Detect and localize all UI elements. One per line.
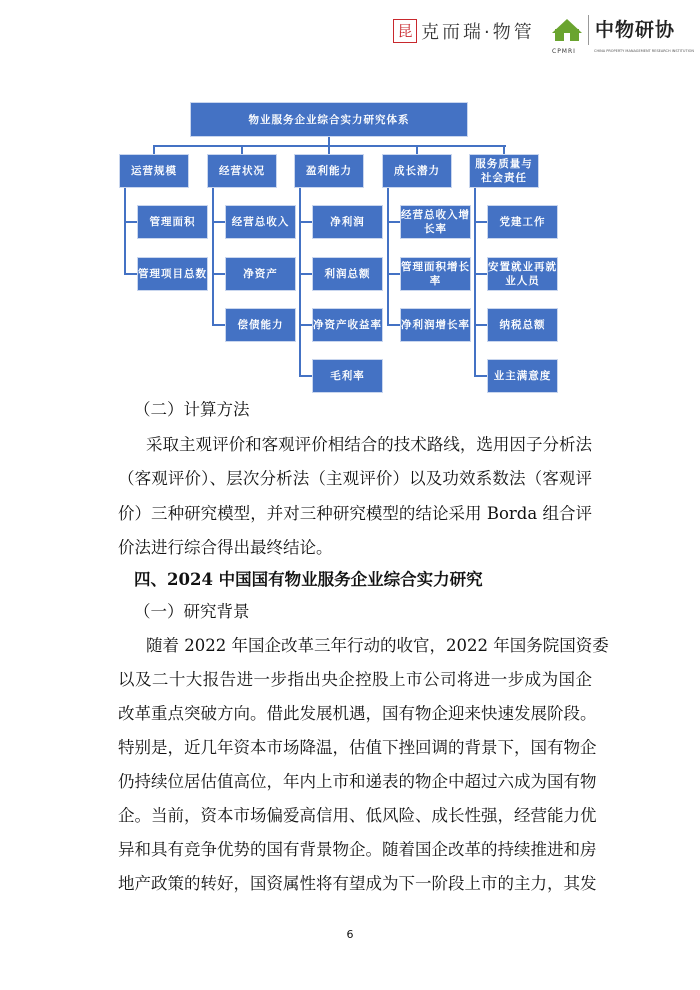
seal-icon: 昆 xyxy=(393,19,417,43)
diagram-item: 纳税总额 xyxy=(487,308,558,342)
connector xyxy=(124,221,137,223)
paragraph-line: 以及二十大报告进一步指出央企控股上市公司将进一步成为国企 xyxy=(118,670,592,689)
diagram-category: 成长潜力 xyxy=(382,154,452,188)
connector xyxy=(212,188,214,325)
diagram-item: 管理面积 xyxy=(137,205,208,239)
subsection-heading: （一）研究背景 xyxy=(134,602,250,621)
paragraph-line: 企。当前，资本市场偏爱高信用、低风险、成长性强，经营能力优 xyxy=(118,806,597,825)
connector xyxy=(212,324,225,326)
paragraph-line: 异和具有竞争优势的国有背景物企。随着国企改革的持续推进和房 xyxy=(118,840,597,859)
diagram-item: 党建工作 xyxy=(487,205,558,239)
connector xyxy=(387,273,400,275)
paragraph-line: 采取主观评价和客观评价相结合的技术路线，选用因子分析法 xyxy=(146,435,592,454)
paragraph-line: 随着 2022 年国企改革三年行动的收官，2022 年国务院国资委 xyxy=(146,636,609,655)
diagram-item: 经营总收入增长率 xyxy=(400,205,471,239)
connector xyxy=(299,273,312,275)
cpmri-english-name: CHINA PROPERTY MANAGEMENT RESEARCH INSTITUTION xyxy=(594,49,695,53)
subsection-heading: （二）计算方法 xyxy=(134,400,250,419)
connector xyxy=(387,324,400,326)
connector xyxy=(328,145,330,154)
connector xyxy=(387,188,389,325)
connector xyxy=(474,324,487,326)
cpmri-name: 中物研协 xyxy=(595,19,676,41)
diagram-item: 净利润 xyxy=(312,205,383,239)
diagram-item: 经营总收入 xyxy=(225,205,296,239)
paragraph-line: 特别是，近几年资本市场降温，估值下挫回调的背景下，国有物企 xyxy=(118,738,597,757)
connector xyxy=(124,273,137,275)
connector xyxy=(503,145,505,154)
diagram-category: 经营状况 xyxy=(207,154,277,188)
paragraph-line: 价）三种研究模型，并对三种研究模型的结论采用 Borda 组合评 xyxy=(118,504,592,523)
kerui-logo-text: 克而瑞·物管 xyxy=(421,22,535,43)
cpmri-logo xyxy=(552,15,675,45)
connector xyxy=(153,145,155,154)
connector xyxy=(474,221,487,223)
diagram-category: 服务质量与社会责任 xyxy=(469,154,539,188)
cpmri-abbr: CPMRI xyxy=(552,48,576,55)
connector xyxy=(299,324,312,326)
diagram-item: 净利润增长率 xyxy=(400,308,471,342)
diagram-item: 偿债能力 xyxy=(225,308,296,342)
diagram-category: 盈利能力 xyxy=(294,154,364,188)
connector xyxy=(387,221,400,223)
section-heading: 四、2024 中国国有物业服务企业综合实力研究 xyxy=(134,570,483,589)
logo-divider xyxy=(588,15,589,45)
diagram-item: 毛利率 xyxy=(312,359,383,393)
connector xyxy=(241,145,243,154)
connector xyxy=(299,221,312,223)
diagram-item: 管理面积增长率 xyxy=(400,257,471,291)
diagram-item: 利润总额 xyxy=(312,257,383,291)
connector xyxy=(474,375,487,377)
connector xyxy=(212,221,225,223)
page-number: 6 xyxy=(346,928,354,941)
diagram-item: 安置就业再就业人员 xyxy=(487,257,558,291)
connector xyxy=(474,188,476,376)
house-icon xyxy=(552,15,582,45)
connector xyxy=(299,188,301,376)
kerui-logo xyxy=(393,18,535,44)
paragraph-line: 地产政策的转好，国资属性将有望成为下一阶段上市的主力，其发 xyxy=(118,874,597,893)
connector xyxy=(474,273,487,275)
connector xyxy=(124,188,126,274)
connector xyxy=(299,375,312,377)
paragraph-line: 改革重点突破方向。借此发展机遇，国有物企迎来快速发展阶段。 xyxy=(118,704,597,723)
diagram-item: 管理项目总数 xyxy=(137,257,208,291)
diagram-item: 净资产收益率 xyxy=(312,308,383,342)
paragraph-line: 仍持续位居估值高位，年内上市和递表的物企中超过六成为国有物 xyxy=(118,772,597,791)
paragraph-line: （客观评价）、层次分析法（主观评价）以及功效系数法（客观评 xyxy=(118,469,592,488)
diagram-root: 物业服务企业综合实力研究体系 xyxy=(190,102,468,137)
connector xyxy=(212,273,225,275)
connector xyxy=(416,145,418,154)
diagram-item: 净资产 xyxy=(225,257,296,291)
diagram-item: 业主满意度 xyxy=(487,359,558,393)
paragraph-line: 价法进行综合得出最终结论。 xyxy=(118,538,333,557)
diagram-category: 运营规模 xyxy=(119,154,189,188)
